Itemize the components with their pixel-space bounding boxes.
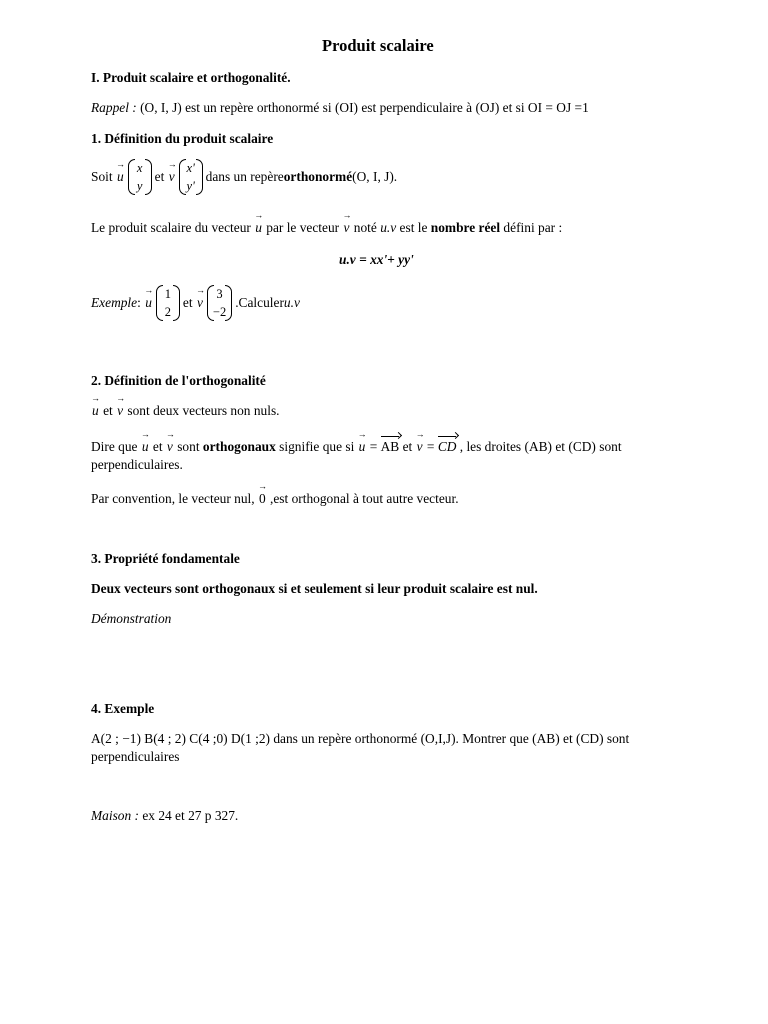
orthogonal-definition-line2: perpendiculaires. — [91, 457, 183, 472]
zero-vector: → 0 — [258, 491, 267, 507]
property-heading: 3. Propriété fondamentale — [91, 551, 240, 566]
dire-que: Dire que — [91, 439, 141, 454]
ex-v2: −2 — [212, 305, 227, 319]
def2-vector-v: → v — [166, 439, 174, 455]
property-statement: Deux vecteurs sont orthogonaux si et seulement si leur produit scalaire est nul. — [91, 581, 538, 596]
calculer: .Calculer — [235, 294, 284, 310]
exemple-colon: : — [137, 294, 141, 310]
vector-u-inline: → u — [254, 220, 263, 236]
eq2: = — [423, 439, 438, 454]
example-heading: 4. Exemple — [91, 701, 155, 716]
vector-AB: AB — [380, 439, 400, 454]
ex-u2: 2 — [164, 305, 172, 319]
ex-v1: 3 — [216, 287, 223, 301]
def-line-mid: par le vecteur — [262, 220, 343, 235]
maison-text: ex 24 et 27 p 327. — [138, 808, 239, 823]
et-word: et — [154, 168, 165, 184]
def3-et: et — [402, 439, 413, 454]
section-heading-1: I. Produit scalaire et orthogonalité. — [91, 70, 291, 85]
convention-pre: Par convention, le vecteur nul, — [91, 491, 258, 506]
u-x: x — [136, 161, 143, 175]
definition-line — [91, 220, 562, 236]
demonstration-label: Démonstration — [91, 611, 172, 626]
def-line-pre: Le produit scalaire du vecteur — [91, 220, 255, 235]
orthogonaux-word: orthogonaux — [202, 439, 276, 454]
v-y: y' — [186, 179, 195, 193]
vector-u-coords — [128, 159, 152, 195]
vector-CD: CD — [437, 439, 457, 454]
rappel-line — [91, 100, 589, 116]
nombre-reel: nombre réel — [430, 220, 501, 235]
calc-expr: u.v — [283, 294, 300, 310]
page-title: Produit scalaire — [322, 36, 434, 55]
v-x: x' — [186, 161, 195, 175]
u-y: y — [136, 179, 143, 193]
exemple-label: Exemple — [91, 294, 138, 310]
example-line2: perpendiculaires — [91, 749, 180, 764]
definition-heading: 1. Définition du produit scalaire — [91, 131, 274, 146]
ex-u1: 1 — [164, 287, 172, 301]
vector-v: → v — [168, 169, 176, 185]
orthogonal-definition-line1 — [91, 439, 622, 455]
vector-v-coords — [179, 159, 203, 195]
rappel-text: (O, I, J) est un repère orthonormé si (OI) est perpendiculaire à (OJ) et si OI = OJ =1 — [136, 100, 589, 115]
ex-vector-u: → u — [144, 295, 153, 311]
repere-post: (O, I, J). — [352, 168, 398, 184]
ex-vector-v-coords — [207, 285, 232, 321]
def3-vector-v: → v — [416, 439, 424, 455]
dot-notation: u.v — [380, 220, 397, 235]
non-null-line — [91, 403, 280, 419]
orth-vector-v: → v — [116, 403, 124, 419]
orthogonality-heading: 2. Définition de l'orthogonalité — [91, 373, 266, 388]
vector-u: → u — [116, 169, 125, 185]
def3-vector-u: → u — [358, 439, 367, 455]
ex-et: et — [182, 294, 193, 310]
signifie-text: signifie que si — [275, 439, 358, 454]
orth-et: et — [103, 403, 113, 418]
def-line-post2: défini par : — [500, 220, 563, 235]
rappel-label: Rappel : — [91, 100, 137, 115]
repere-bold: orthonormé — [283, 168, 353, 184]
vector-v-inline: → v — [342, 220, 350, 236]
def-line-note: noté — [350, 220, 381, 235]
example-line1: A(2 ; −1) B(4 ; 2) C(4 ;0) D(1 ;2) dans un repère orthonormé (O,I,J). Montrer que (AB) et (CD) sont — [91, 731, 630, 746]
non-null-text: sont deux vecteurs non nuls. — [124, 403, 280, 418]
ex-vector-v: → v — [196, 295, 204, 311]
def2-vector-u: → u — [141, 439, 150, 455]
soit-line — [91, 159, 397, 195]
def2-et: et — [152, 439, 163, 454]
soit-word: Soit — [91, 168, 113, 184]
orth-vector-u: → u — [91, 403, 100, 419]
convention-line — [91, 491, 459, 507]
repere-pre: dans un repère — [205, 168, 284, 184]
dot-product-formula: u.v = xx'+ yy' — [339, 252, 414, 267]
eq1: = — [366, 439, 381, 454]
def-line-post1: est le — [396, 220, 431, 235]
exemple-line — [91, 285, 300, 321]
ex-vector-u-coords — [156, 285, 180, 321]
convention-post: ,est orthogonal à tout autre vecteur. — [266, 491, 459, 506]
homework-line — [91, 808, 238, 824]
maison-label: Maison : — [91, 808, 139, 823]
droites-text: , les droites (AB) et (CD) sont — [456, 439, 622, 454]
sont-word: sont — [173, 439, 203, 454]
